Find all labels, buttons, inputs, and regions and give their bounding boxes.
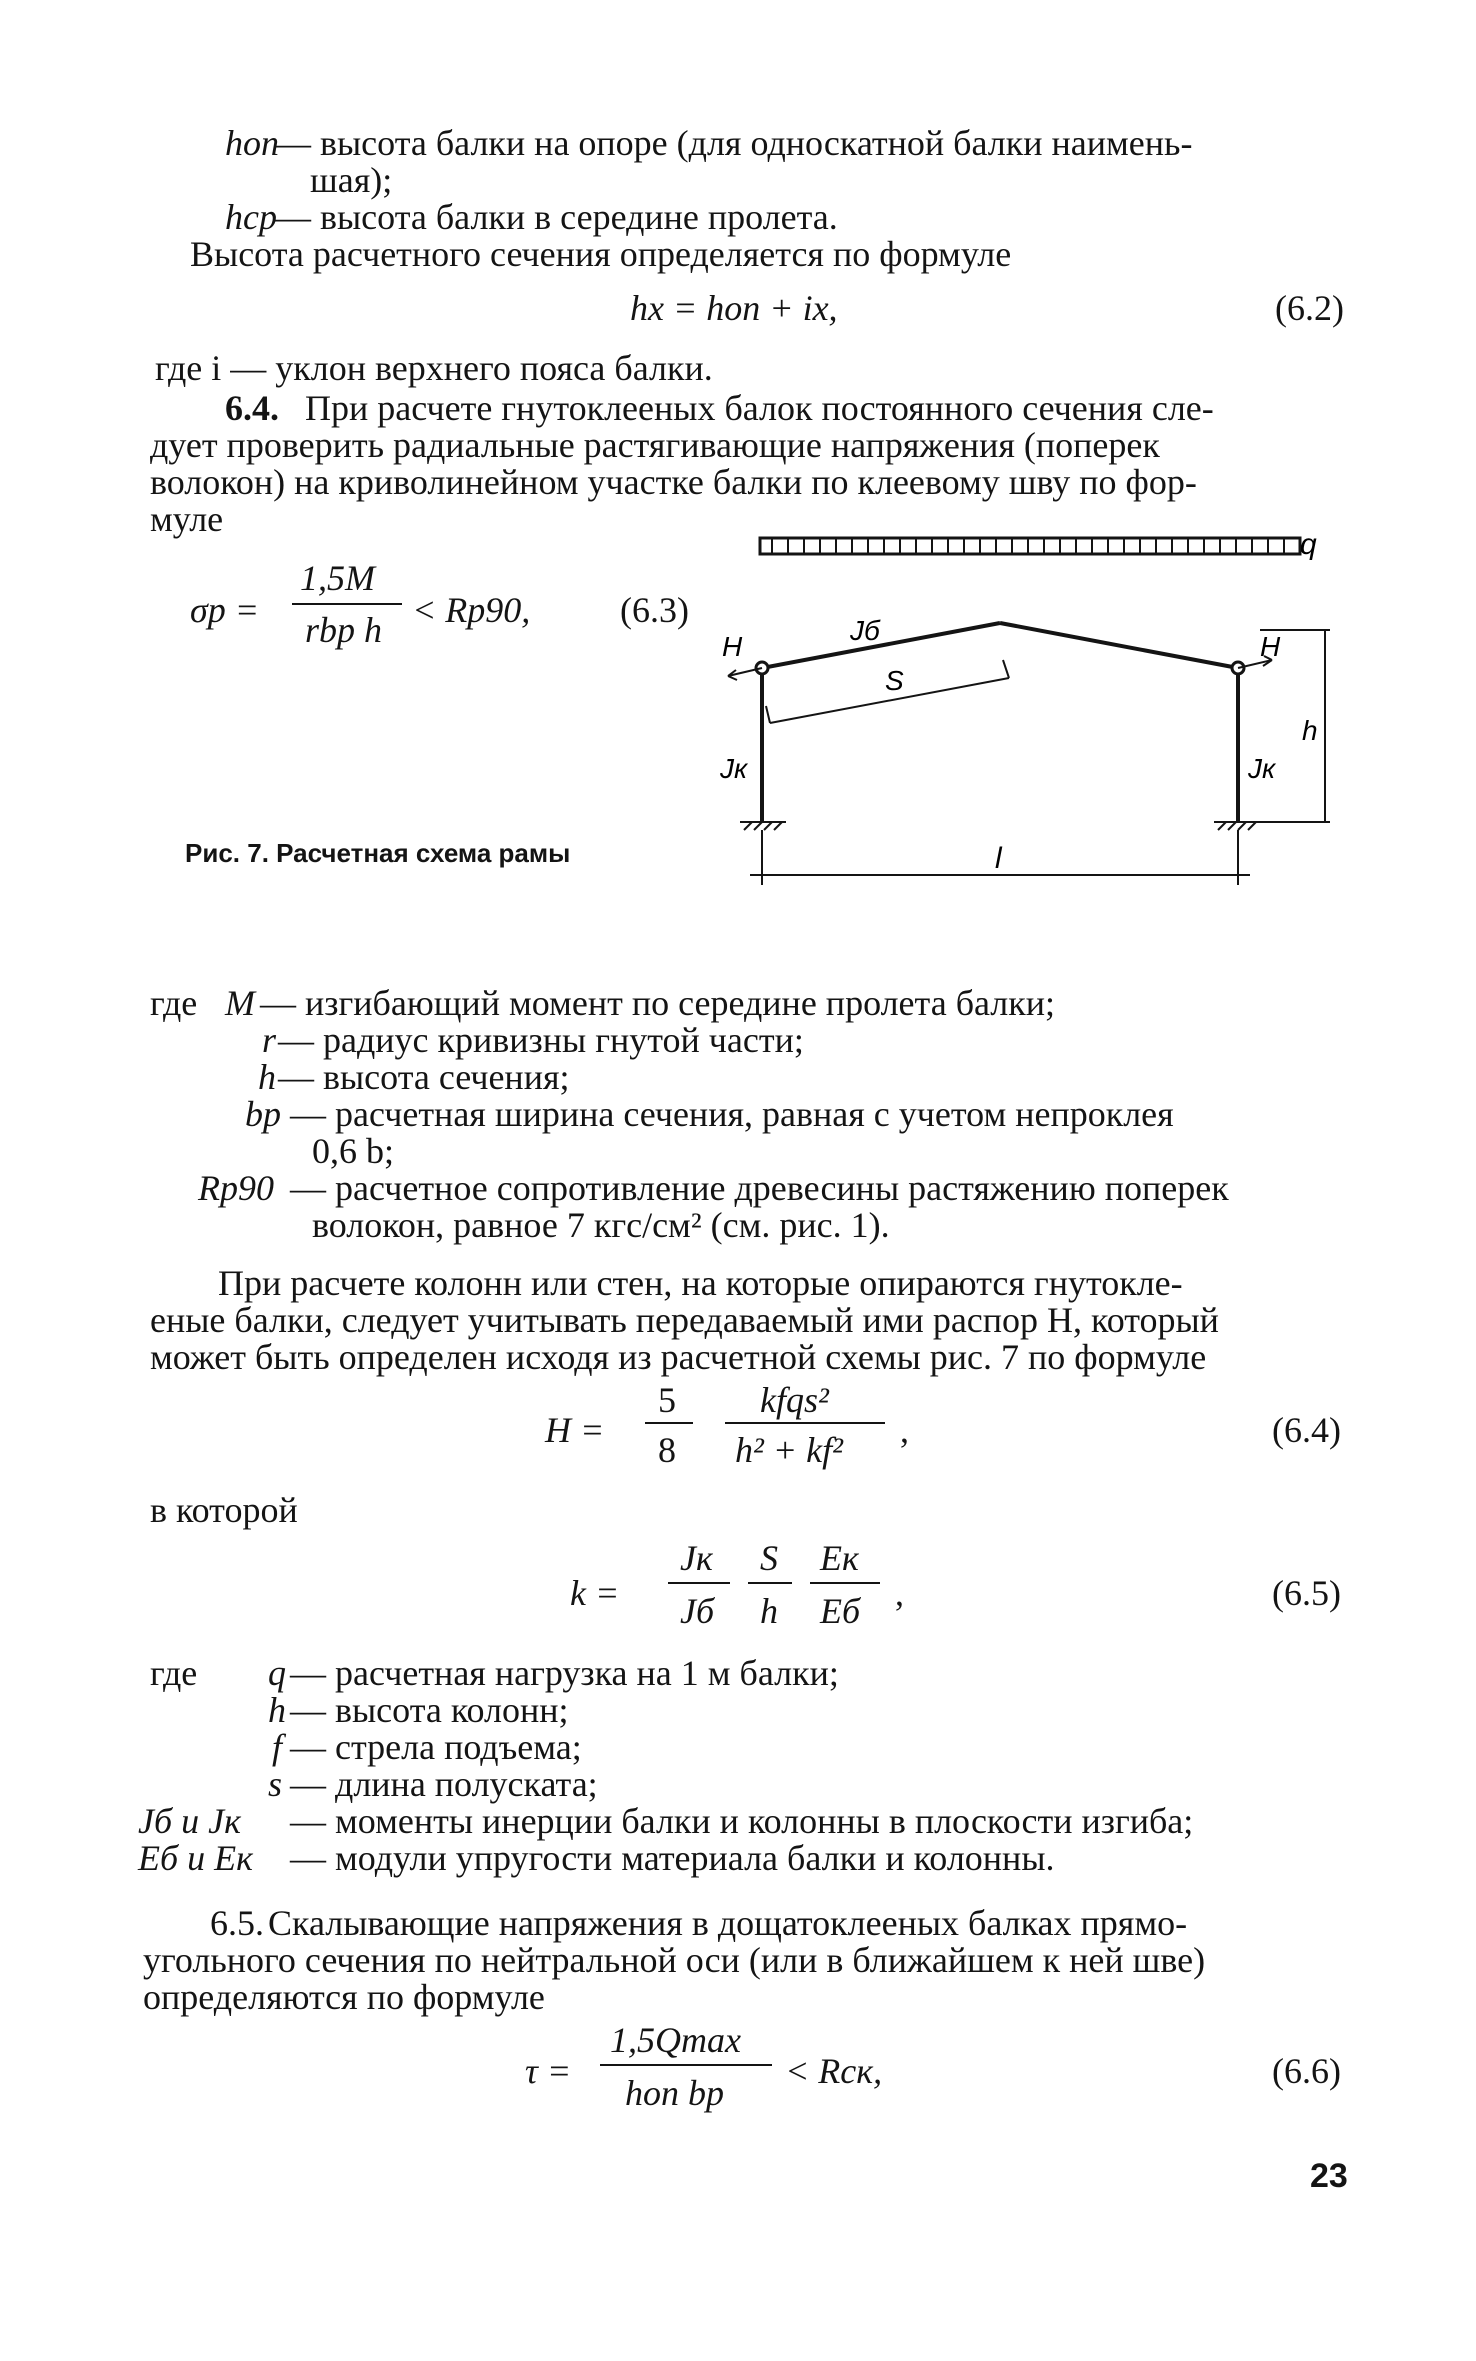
formula-6-6-numerator: 1,5Qmax <box>610 2020 741 2060</box>
defs-mid-lead: где <box>150 983 198 1023</box>
formula-6-4-den1: 8 <box>658 1430 676 1470</box>
def-h-sr: — высота балки в середине пролета. <box>275 197 838 237</box>
def-s: — длина полуската; <box>290 1764 598 1804</box>
section-6-5-line3: определяются по формуле <box>143 1977 545 2017</box>
section-6-5-line2: угольного сечения по нейтральной оси (или в ближайшем к ней шве) <box>143 1940 1206 1980</box>
formula-6-6-lhs: τ = <box>525 2051 572 2091</box>
formula-6-5-lhs: k = <box>570 1573 620 1613</box>
label-beam-inertia: Jб <box>850 615 880 646</box>
formula-6-3-lhs: σр = <box>190 590 260 630</box>
defs-bottom-lead: где <box>150 1653 198 1693</box>
formula-6-5-tail: , <box>895 1573 904 1613</box>
formula-6-3-denominator: rbр h <box>305 610 383 650</box>
label-half-span: S <box>885 665 904 696</box>
eq-number-6-6: (6.6) <box>1272 2051 1341 2091</box>
formula-6-3-fraction-bar <box>292 603 402 605</box>
formula-6-6-fraction-bar <box>600 2064 772 2066</box>
page-number: 23 <box>1310 2157 1348 2195</box>
formula-6-5-bar2 <box>748 1582 792 1584</box>
section-6-5-line1: Скалывающие напряжения в дощатоклееных балках прямо- <box>268 1903 1188 1943</box>
def-R-r90-line2: волокон, равное 7 кгс/см² (см. рис. 1). <box>312 1205 890 1245</box>
section-6-5-number: 6.5. <box>210 1903 264 1943</box>
thrust-left-arrow <box>728 668 762 680</box>
section-6-4-line2: дует проверить радиальные растягивающие напряжения (поперек <box>150 425 1160 465</box>
formula-6-4-num2: kfqs² <box>760 1380 829 1420</box>
formula-6-5-den2: h <box>760 1591 778 1631</box>
label-thrust-right: H <box>1260 631 1281 662</box>
para-columns-line3: может быть определен исходя из расчетной схемы рис. 7 по формуле <box>150 1337 1207 1377</box>
distributed-load-hatching <box>772 538 1284 554</box>
formula-6-5-bar3 <box>810 1582 880 1584</box>
formula-6-5-num3: Eк <box>820 1538 859 1578</box>
section-6-4-line4: муле <box>150 499 224 539</box>
beam-left-slope <box>762 623 1000 668</box>
term-h-sr: hср <box>225 197 277 237</box>
section-6-4-line1: При расчете гнутоклееных балок постоянного сечения сле- <box>305 388 1214 428</box>
formula-6-6-rhs: < Rск, <box>785 2051 883 2091</box>
left-fixed-support <box>740 822 786 830</box>
def-b-r-line2: 0,6 b; <box>312 1131 395 1171</box>
formula-6-4-tail: , <box>900 1410 909 1450</box>
term-M: M <box>225 983 255 1023</box>
label-col-inertia-right: Jк <box>1248 753 1276 784</box>
formula-6-5-den1: Jб <box>680 1591 715 1631</box>
figure-caption: Рис. 7. Расчетная схема рамы <box>185 838 571 868</box>
eq-number-6-2: (6.2) <box>1275 288 1344 328</box>
formula-6-5-num2: S <box>760 1538 778 1578</box>
label-thrust-left: H <box>722 631 743 662</box>
eq-number-6-5: (6.5) <box>1272 1573 1341 1613</box>
section-6-4-line3: волокон) на криволинейном участке балки по клеевому шву по фор- <box>150 462 1197 502</box>
label-col-height: h <box>1302 715 1318 746</box>
def-r: — радиус кривизны гнутой части; <box>278 1020 804 1060</box>
label-span: l <box>995 842 1002 875</box>
def-f: — стрела подъема; <box>290 1727 582 1767</box>
section-6-4-number: 6.4. <box>225 388 279 428</box>
para-columns-line1: При расчете колонн или стен, на которые опираются гнутокле- <box>218 1263 1183 1303</box>
def-h-op-line2: шая); <box>310 160 393 200</box>
formula-6-3-numerator: 1,5M <box>300 558 375 598</box>
term-E: Eб и Eк <box>138 1838 253 1878</box>
def-J: — моменты инерции балки и колонны в плоскости изгиба; <box>290 1801 1194 1841</box>
def-E: — модули упругости материала балки и колонны. <box>290 1838 1055 1878</box>
beam-right-slope <box>1000 623 1238 668</box>
formula-6-4-lhs: H = <box>545 1410 605 1450</box>
formula-6-6-denominator: hоп bр <box>625 2073 724 2113</box>
term-q: q <box>268 1653 286 1693</box>
def-b-r-line1: — расчетная ширина сечения, равная с учетом непроклея <box>290 1094 1174 1134</box>
term-b-r: bр <box>245 1094 281 1134</box>
formula-6-3-rhs: < Rр90, <box>412 590 531 630</box>
right-fixed-support <box>1214 822 1262 830</box>
formula-6-5-den3: Eб <box>820 1591 861 1631</box>
frame-diagram <box>700 530 1360 905</box>
where-i: где i — уклон верхнего пояса балки. <box>155 348 713 388</box>
formula-6-4-bar2 <box>725 1422 885 1424</box>
formula-6-5-num1: Jк <box>680 1538 713 1578</box>
term-h: h <box>258 1057 276 1097</box>
term-r: r <box>262 1020 277 1060</box>
formula-6-4-bar1 <box>645 1422 693 1424</box>
def-q: — расчетная нагрузка на 1 м балки; <box>290 1653 839 1693</box>
para-height: Высота расчетного сечения определяется по формуле <box>190 234 1012 274</box>
in-which: в которой <box>150 1490 298 1530</box>
label-col-inertia-left: Jк <box>720 753 748 784</box>
para-columns-line2: еные балки, следует учитывать передаваемый ими распор H, который <box>150 1300 1219 1340</box>
formula-6-2: hx = hоп + ix, <box>630 288 838 328</box>
formula-6-4-den2: h² + kf² <box>735 1430 843 1470</box>
def-h-col: — высота колонн; <box>290 1690 569 1730</box>
eq-number-6-3: (6.3) <box>620 590 689 630</box>
term-s: s <box>268 1764 283 1804</box>
term-h-op: hоп <box>225 123 279 163</box>
formula-6-5-bar1 <box>668 1582 730 1584</box>
term-h-col: h <box>268 1690 286 1730</box>
def-M: — изгибающий момент по середине пролета балки; <box>260 983 1056 1023</box>
term-R-r90: Rр90 <box>198 1168 274 1208</box>
def-R-r90-line1: — расчетное сопротивление древесины растяжению поперек <box>290 1168 1229 1208</box>
term-f: f <box>272 1727 283 1767</box>
eq-number-6-4: (6.4) <box>1272 1410 1341 1450</box>
formula-6-4-num1: 5 <box>658 1380 676 1420</box>
label-q: q <box>1300 530 1317 561</box>
term-J: Jб и Jк <box>138 1801 241 1841</box>
def-h-op-line1: — высота балки на опоре (для односкатной балки наимень- <box>275 123 1193 163</box>
def-h: — высота сечения; <box>278 1057 570 1097</box>
